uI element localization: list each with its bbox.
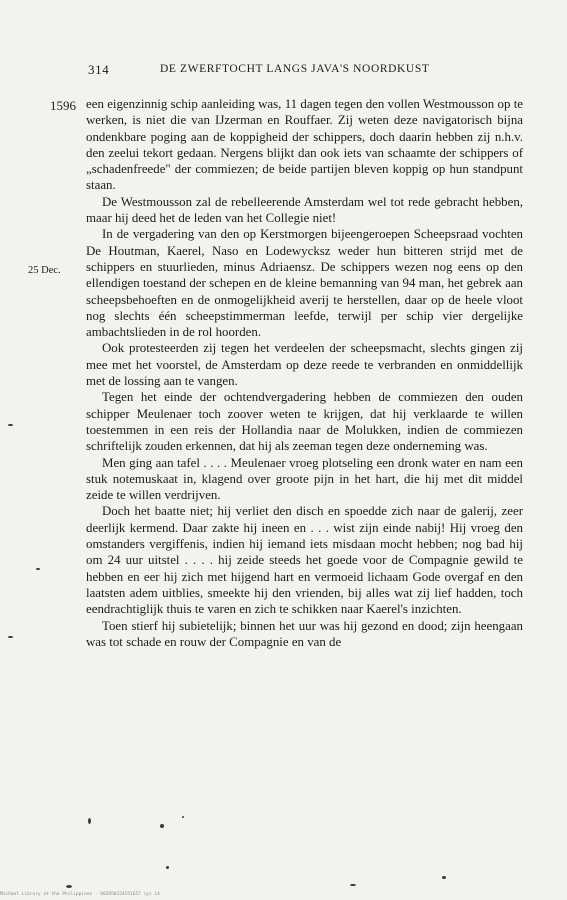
scan-speck (160, 824, 164, 828)
page-number: 314 (88, 62, 110, 77)
scan-speck (350, 884, 356, 886)
scan-speck (8, 636, 13, 638)
paragraph: een eigenzinnig schip aanleiding was, 11 dagen tegen den vollen Westmousson op te werken, is niet die van IJzerman en Rouffaer. Zij weten deze navigatorisch bijna ondenkbare poging aan de koppigheid der schippers, doch daarin hebben zij n.h.v. den zeelui tekort gedaan. Nergens blijkt dan ook iets van schaamte der schippers of „schadenfreede" der commiezen; de beide partijen bleven koppig op hun standpunt staan. (86, 97, 523, 193)
paragraph: In de vergadering van den op Kerstmorgen bijeengeroepen Scheepsraad vochten De Houtman, Kaerel, Naso en Lodewycksz weder hun bitteren strijd met de schippers en stuurlieden, minus Adriaensz. De schippers wezen nog eens op den ellendigen toestand der schepen en de kleine bemanning van 94 man, het gebrek aan scheepsbehoeften en de onmogelijkheid averij te herstellen, daar op de heele vloot nog slechts één scheepstimmerman leefde, terwijl per schip vier dergelijke ambachtslieden in de rol hoorden. (86, 227, 523, 340)
scan-speck (36, 568, 40, 570)
scan-footer: Michael Library at the Philippines · 002050154551657 (p) 14 (0, 892, 160, 897)
paragraph: Tegen het einde der ochtendvergadering hebben de commiezen den ouden schipper Meulenaer toch zoover weten te krijgen, dat hij verklaarde te willen toestemmen in een reis der Hollandia naar de Molukken, indien de commiezen schriftelijk zouden erkennen, dat hij als zeeman tegen deze onderneming was. (86, 390, 523, 454)
paragraph: Men ging aan tafel . . . . Meulenaer vroeg plotseling een dronk water en nam een stuk notemuskaat in, klagend over groote pijn in het hart, die hij met dit middel zeide te willen verdrijven. (86, 455, 523, 503)
scan-speck (8, 424, 13, 426)
body-text (86, 96, 523, 650)
margin-year: 1596 (50, 98, 76, 113)
scan-speck (166, 866, 169, 869)
paragraph: Ook protesteerden zij tegen het verdeelen der scheepsmacht, slechts gingen zij mee met het voorstel, de Amsterdam op deze reede te verbranden en onmiddellijk met de lossing aan te vangen. (86, 341, 523, 389)
scan-speck (88, 818, 91, 824)
running-title: DE ZWERFTOCHT LANGS JAVA'S NOORDKUST (160, 63, 430, 75)
paragraph: De Westmousson zal de rebelleerende Amsterdam wel tot rede gebracht hebben, maar hij deed het de leden van het Collegie niet! (86, 194, 523, 226)
scan-speck (442, 876, 446, 879)
scan-speck (182, 816, 184, 818)
scan-speck (66, 885, 72, 888)
paragraph: Toen stierf hij subietelijk; binnen het uur was hij gezond en dood; zijn heengaan was tot schade en rouw der Compagnie en van de (86, 618, 523, 649)
paragraph: Doch het baatte niet; hij verliet den disch en spoedde zich naar de galerij, zeer deerlijk kermend. Daar zakte hij ineen en . . . wist zijn einde nabij! Hij vroeg den omstanders vergiffenis, indien hij iemand iets misdaan mocht hebben; nog bad hij om 24 uur uitstel . . . . hij zeide steeds het goede voor de Compagnie gewild te hebben en eer hij zich met hijgend hart en vermoeid lichaam Gode overgaf en den laatsten adem uitblies, smeekte hij den vrienden, bij alles wat zij lief hadden, toch eendrachtiglijk thuis te varen en zich te schikken naar Kaerel's inzichten. (86, 504, 523, 617)
margin-date: 25 Dec. (28, 265, 61, 276)
